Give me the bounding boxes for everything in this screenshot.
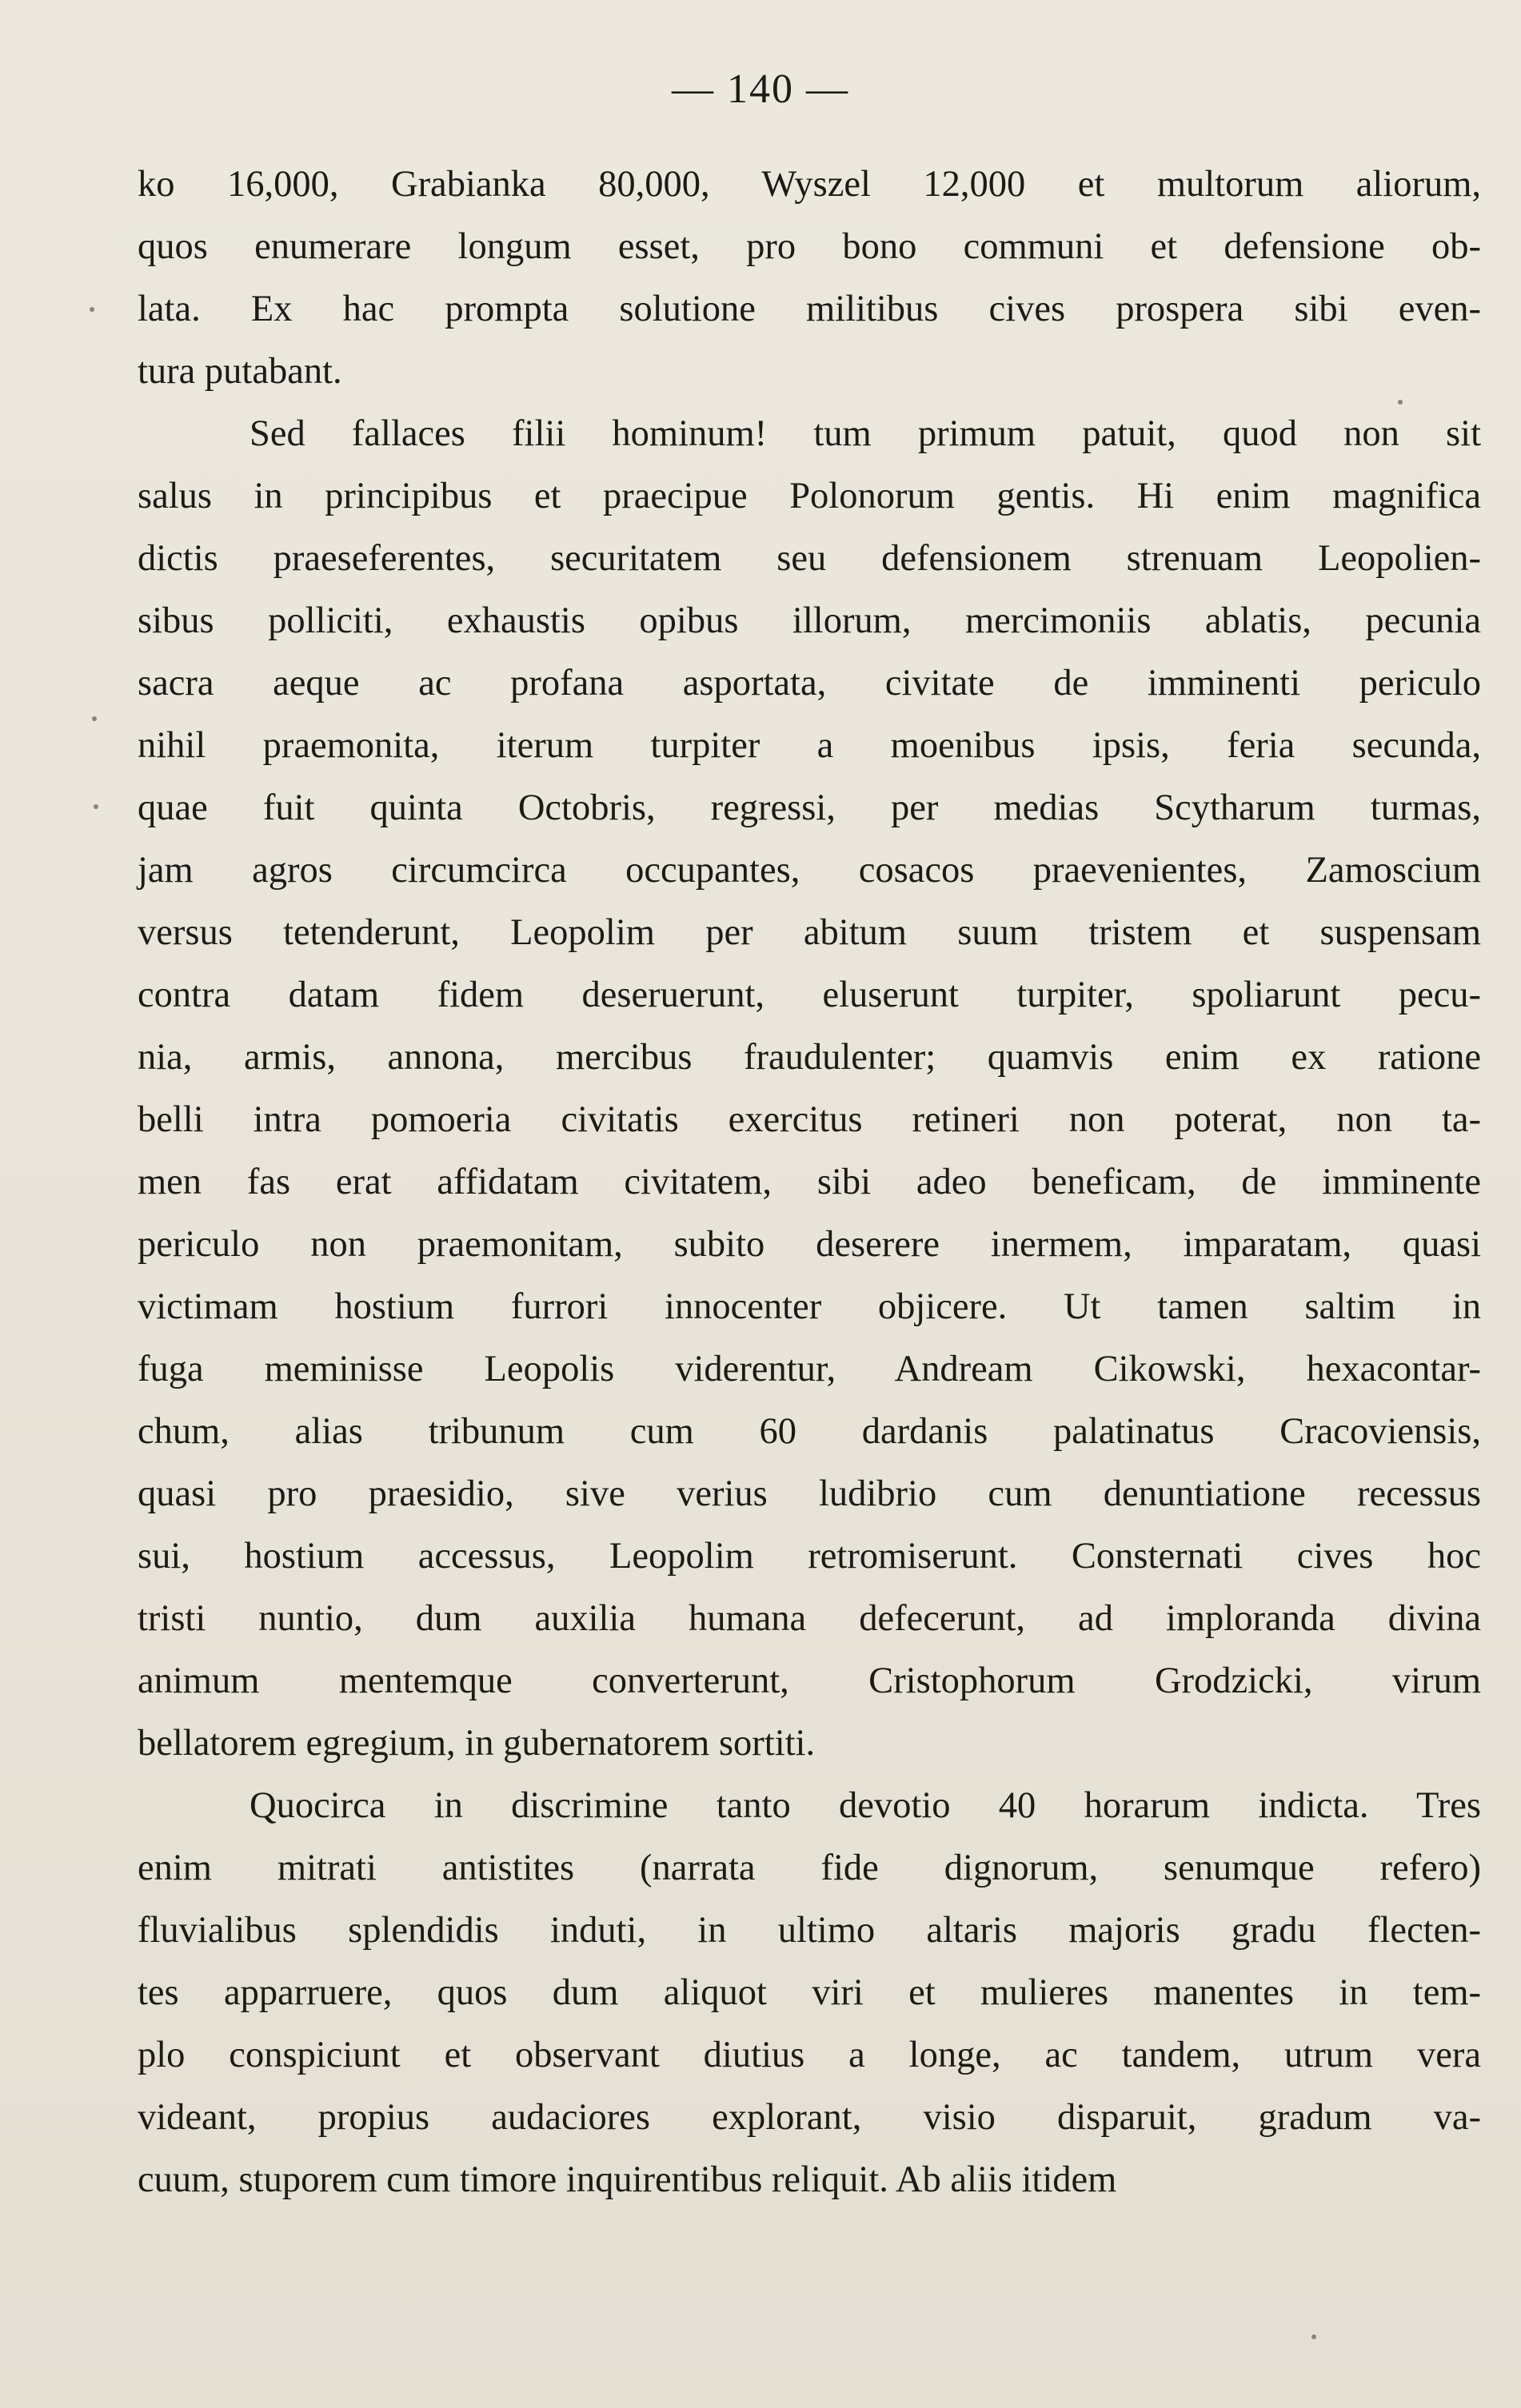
text-line: nihil praemonita, iterum turpiter a moenibus ipsis, feria secunda,: [138, 725, 1481, 766]
text-line: nia, armis, annona, mercibus fraudulenter; quamvis enim ex ratione: [138, 1037, 1481, 1078]
text-line: Sed fallaces filii hominum! tum primum patuit, quod non sit: [250, 413, 1481, 454]
text-line: chum, alias tribunum cum 60 dardanis palatinatus Cracoviensis,: [138, 1411, 1481, 1452]
text-line: fluvialibus splendidis induti, in ultimo altaris majoris gradu flecten-: [138, 1910, 1481, 1951]
text-line: quae fuit quinta Octobris, regressi, per medias Scytharum turmas,: [138, 787, 1481, 828]
text-line: quasi pro praesidio, sive verius ludibrio cum denuntiatione recessus: [138, 1473, 1481, 1514]
text-line: sacra aeque ac profana asportata, civitate de imminenti periculo: [138, 663, 1481, 704]
speck: [1398, 400, 1403, 405]
text-line: videant, propius audaciores explorant, visio disparuit, gradum va-: [138, 2097, 1481, 2138]
paragraph: [138, 153, 1481, 403]
text-line: tes apparruere, quos dum aliquot viri et mulieres manentes in tem-: [138, 1972, 1481, 2013]
text-line: belli intra pomoeria civitatis exercitus retineri non poterat, non ta-: [138, 1099, 1481, 1140]
text-line: sibus polliciti, exhaustis opibus illorum, mercimoniis ablatis, pecunia: [138, 600, 1481, 641]
text-line: tura putabant.: [138, 351, 342, 392]
text-line: quos enumerare longum esset, pro bono communi et defensione ob-: [138, 226, 1481, 267]
speck: [94, 804, 98, 809]
text-line: contra datam fidem deseruerunt, eluserunt turpiter, spoliarunt pecu-: [138, 975, 1481, 1015]
text-line: plo conspiciunt et observant diutius a longe, ac tandem, utrum vera: [138, 2035, 1481, 2075]
speck: [1311, 2334, 1316, 2339]
text-line: bellatorem egregium, in gubernatorem sortiti.: [138, 1723, 816, 1764]
body-text: [138, 153, 1481, 2211]
text-line: periculo non praemonitam, subito deserere inermem, imparatam, quasi: [138, 1224, 1481, 1265]
text-line: animum mentemque converterunt, Cristophorum Grodzicki, virum: [138, 1660, 1481, 1701]
page-number: — 140 —: [672, 66, 849, 112]
text-line: cuum, stuporem cum timore inquirentibus reliquit. Ab aliis itidem: [138, 2159, 1117, 2200]
text-line: salus in principibus et praecipue Polonorum gentis. Hi enim magnifica: [138, 476, 1481, 516]
text-line: dictis praeseferentes, securitatem seu defensionem strenuam Leopolien-: [138, 538, 1481, 579]
paragraph: [138, 1775, 1481, 2211]
text-line: fuga meminisse Leopolis viderentur, Andream Cikowski, hexacontar-: [138, 1349, 1481, 1389]
text-line: versus tetenderunt, Leopolim per abitum suum tristem et suspensam: [138, 912, 1481, 953]
text-line: sui, hostium accessus, Leopolim retromiserunt. Consternati cives hoc: [138, 1536, 1481, 1577]
text-line: Quocirca in discrimine tanto devotio 40 horarum indicta. Tres: [250, 1785, 1481, 1826]
speck: [90, 307, 94, 312]
speck: [92, 716, 97, 721]
paragraph: [138, 403, 1481, 1775]
text-line: men fas erat affidatam civitatem, sibi adeo beneficam, de imminente: [138, 1162, 1481, 1202]
text-line: victimam hostium furrori innocenter objicere. Ut tamen saltim in: [138, 1286, 1481, 1327]
text-line: lata. Ex hac prompta solutione militibus cives prospera sibi even-: [138, 289, 1481, 329]
text-line: jam agros circumcirca occupantes, cosacos praevenientes, Zamoscium: [138, 850, 1481, 891]
text-line: enim mitrati antistites (narrata fide dignorum, senumque refero): [138, 1848, 1481, 1888]
text-line: ko 16,000, Grabianka 80,000, Wyszel 12,000 et multorum aliorum,: [138, 164, 1481, 205]
text-line: tristi nuntio, dum auxilia humana defecerunt, ad imploranda divina: [138, 1598, 1481, 1639]
